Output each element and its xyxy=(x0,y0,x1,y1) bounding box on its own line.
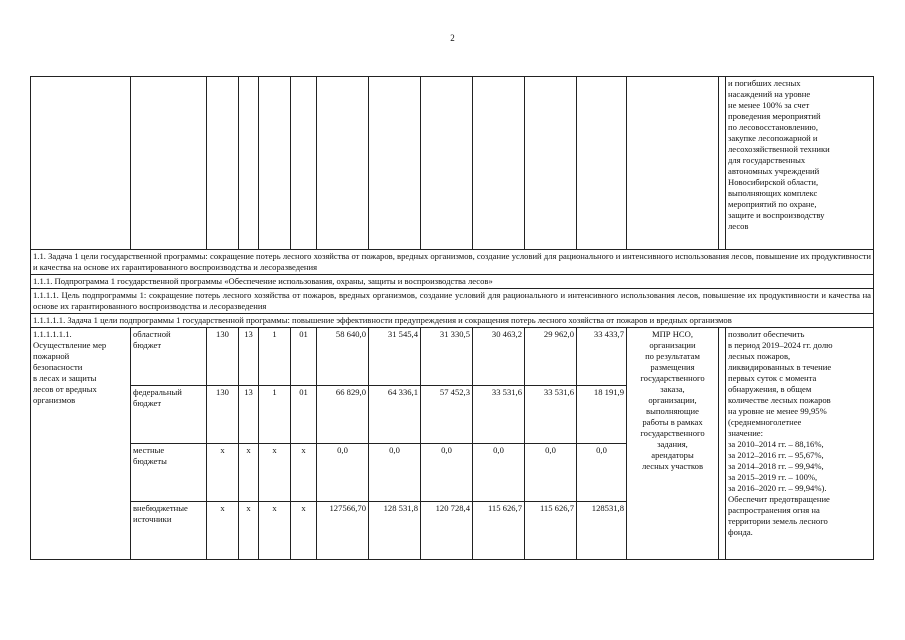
code-cell: x xyxy=(239,444,259,502)
amount-cell: 33 433,7 xyxy=(577,328,627,386)
amount-cell: 0,0 xyxy=(473,444,525,502)
amount-cell: 64 336,1 xyxy=(369,386,421,444)
code-cell: 130 xyxy=(207,386,239,444)
code-cell: x xyxy=(207,444,239,502)
amount-cell: 0,0 xyxy=(525,444,577,502)
code-cell: x xyxy=(291,444,317,502)
code-cell: 13 xyxy=(239,386,259,444)
amount-cell: 66 829,0 xyxy=(317,386,369,444)
spacer-cell xyxy=(719,328,726,560)
task-1-1-1-1-1-heading: 1.1.1.1.1. Задача 1 цели подпрограммы 1 государственной программы: повышение эффективности предупреждения и сокращения потерь лесного хозяйства от пожаров и вредных организмов xyxy=(31,314,874,328)
code-cell: x xyxy=(259,444,291,502)
funding-source: федеральный бюджет xyxy=(131,386,207,444)
funding-source: местные бюджеты xyxy=(131,444,207,502)
amount-cell: 30 463,2 xyxy=(473,328,525,386)
activity-name: 1.1.1.1.1.1. Осуществление мер пожарной безопасности в лесах и защиты лесов от вредных организмов xyxy=(31,328,131,560)
amount-cell: 33 531,6 xyxy=(473,386,525,444)
amount-cell: 0,0 xyxy=(317,444,369,502)
amount-cell: 0,0 xyxy=(577,444,627,502)
amount-cell: 0,0 xyxy=(369,444,421,502)
code-cell: 13 xyxy=(239,328,259,386)
amount-cell: 128 531,8 xyxy=(369,502,421,560)
subprogram-heading: 1.1.1. Подпрограмма 1 государственной программы «Обеспечение использования, охраны, защиты и воспроизводства лесов» xyxy=(31,275,874,289)
page-number: 2 xyxy=(450,33,455,43)
subprogram-row xyxy=(31,275,874,289)
code-cell: 1 xyxy=(259,386,291,444)
task-1-1-heading: 1.1. Задача 1 цели государственной программы: сокращение потерь лесного хозяйства от пожаров, вредных организмов, создание условий для рационального и интенсивного использования лесов, повышение их продуктивности и качества на основе их гарантированного воспроизводства и лесоразведения xyxy=(31,250,874,275)
code-cell: x xyxy=(291,502,317,560)
expected-result-cell: позволит обеспечить в период 2019–2024 гг. долю лесных пожаров, ликвидированных в течение первых суток с момента обнаружения, в общем количестве лесных пожаров на уровне не менее 99,95% (среднемноголетнее значение: за 2010–2014 гг. – 88,16%, за 2012–2016 гг. – 95,67%, за 2014–2018 гг. – 99,94%, за 2015–2019 гг. – 100%, за 2016–2020 гг. – 99,94%). Обеспечит предотвращение распространения огня на территории земель лесного фонда. xyxy=(726,328,874,560)
funding-row xyxy=(31,328,874,386)
task-1-1-1-1-1-row xyxy=(31,314,874,328)
amount-cell: 33 531,6 xyxy=(525,386,577,444)
amount-cell: 31 545,4 xyxy=(369,328,421,386)
amount-cell: 120 728,4 xyxy=(421,502,473,560)
amount-cell: 115 626,7 xyxy=(473,502,525,560)
amount-cell: 18 191,9 xyxy=(577,386,627,444)
amount-cell: 29 962,0 xyxy=(525,328,577,386)
code-cell: 01 xyxy=(291,386,317,444)
amount-cell: 0,0 xyxy=(421,444,473,502)
continuation-result-text: и погибших лесных насаждений на уровне не менее 100% за счет проведения мероприятий по лесовосстановлению, закупке лесопожарной и лесохозяйственной техники для государственных автономных учреждений Новосибирской области, выполняющих комплекс мероприятий по охране, защите и воспроизводству лесов xyxy=(726,77,874,250)
funding-source: областной бюджет xyxy=(131,328,207,386)
task-1-1-row xyxy=(31,250,874,275)
code-cell: x xyxy=(259,502,291,560)
amount-cell: 58 640,0 xyxy=(317,328,369,386)
funding-source: внебюджетные источники xyxy=(131,502,207,560)
continuation-row xyxy=(31,77,874,250)
amount-cell: 127566,70 xyxy=(317,502,369,560)
executors-cell: МПР НСО, организации по результатам размещения государственного заказа, организации, выполняющие работы в рамках государственного задания, арендаторы лесных участков xyxy=(627,328,719,560)
amount-cell: 57 452,3 xyxy=(421,386,473,444)
code-cell: 1 xyxy=(259,328,291,386)
code-cell: x xyxy=(207,502,239,560)
amount-cell: 115 626,7 xyxy=(525,502,577,560)
code-cell: 01 xyxy=(291,328,317,386)
measures-table xyxy=(30,76,874,560)
code-cell: 130 xyxy=(207,328,239,386)
amount-cell: 31 330,5 xyxy=(421,328,473,386)
goal-row xyxy=(31,289,874,314)
amount-cell: 128531,8 xyxy=(577,502,627,560)
code-cell: x xyxy=(239,502,259,560)
goal-heading: 1.1.1.1. Цель подпрограммы 1: сокращение потерь лесного хозяйства от пожаров, вредных организмов, создание условий для рационального и интенсивного использования лесов, повышение их продуктивности и качества на основе их гарантированного воспроизводства и лесоразведения xyxy=(31,289,874,314)
